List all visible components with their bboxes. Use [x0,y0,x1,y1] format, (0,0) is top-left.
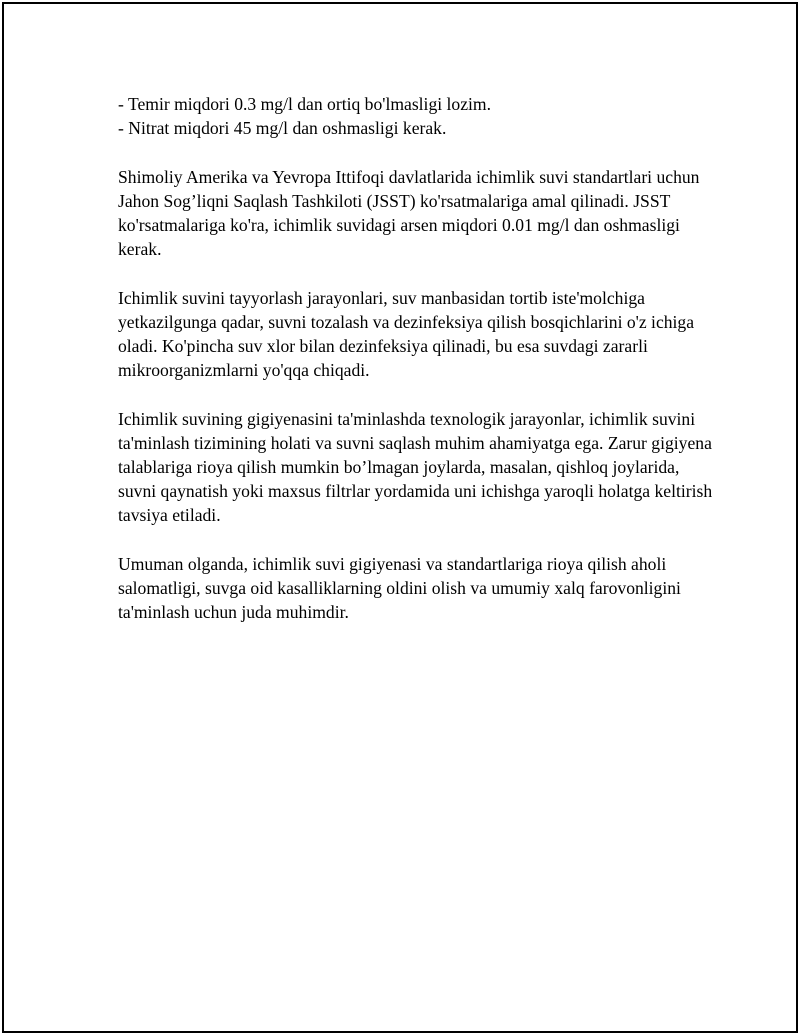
paragraph-preparation: Ichimlik suvini tayyorlash jarayonlari, suv manbasidan tortib iste'molchiga yetkazilgunga qadar, suvni tozalash va dezinfeksiya qilish bosqichlarini o'z ichiga oladi. Ko'pincha suv xlor bilan dezinfeksiya qilinadi, bu esa suvdagi zararli mikroorganizmlarni yo'qqa chiqadi. [118,287,695,381]
list-item-nitrate: - Nitrat miqdori 45 mg/l dan oshmasligi kerak. [118,118,447,139]
paragraph-conclusion: Umuman olganda, ichimlik suvi gigiyenasi va standartlariga rioya qilish aholi salomatligi, suvga oid kasalliklarning oldini olish va umumiy xalq farovonligini ta'minlash uchun juda muhimdir. [118,553,681,623]
requirements-list [118,92,718,140]
paragraph-standards: Shimoliy Amerika va Yevropa Ittifoqi davlatlarida ichimlik suvi standartlari uchun Jahon Sog’liqni Saqlash Tashkiloti (JSST) ko'rsatmalariga amal qilinadi. JSST ko'rsatmalariga ko'ra, ichimlik suvidagi arsen miqdori 0.01 mg/l dan oshmasligi kerak. [118,166,700,260]
list-item-iron: - Temir miqdori 0.3 mg/l dan ortiq bo'lmasligi lozim. [118,94,491,114]
document-body [118,92,718,624]
paragraph-hygiene: Ichimlik suvining gigiyenasini ta'minlashda texnologik jarayonlar, ichimlik suvini ta'minlash tizimining holati va suvni saqlash muhim ahamiyatga ega. Zarur gigiyena talablariga rioya qilish mumkin bo’lmagan joylarda, masalan, qishloq joylarida, suvni qaynatish yoki maxsus filtrlar yordamida uni ichishga yaroqli holatga keltirish tavsiya etiladi. [118,408,713,526]
